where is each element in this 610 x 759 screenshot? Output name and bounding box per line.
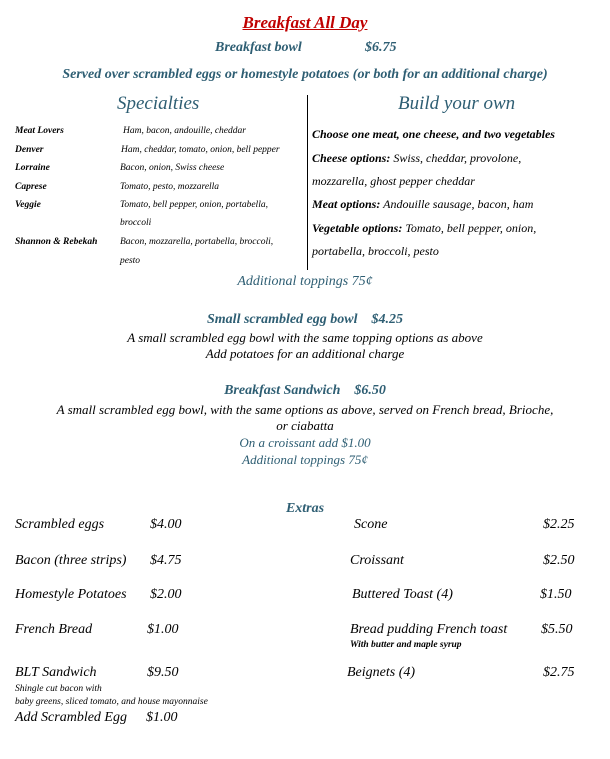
extra-name: Add Scrambled Egg <box>15 710 127 725</box>
extra-note: baby greens, sliced tomato, and house mayonnaise <box>15 697 208 707</box>
sandwich-name: Breakfast Sandwich <box>224 383 341 398</box>
extra-price: $4.75 <box>150 553 182 568</box>
extra-name: Scone <box>354 517 388 532</box>
extra-note: Shingle cut bacon with <box>15 684 102 694</box>
veg-label: Vegetable options: <box>312 221 403 235</box>
sandwich-line4: Additional toppings 75¢ <box>242 452 368 467</box>
sandwich-line3: On a croissant add $1.00 <box>239 435 371 450</box>
vegetable-options-cont: portabella, broccoli, pesto <box>312 244 439 258</box>
specialty-name: Shannon & Rebekah <box>15 237 98 247</box>
specialty-name: Meat Lovers <box>15 126 64 136</box>
specialty-desc: Ham, bacon, andouille, cheddar <box>123 126 246 136</box>
extras-heading: Extras <box>285 501 325 516</box>
extra-price: $2.50 <box>543 553 575 568</box>
small-bowl-line2: Add potatoes for an additional charge <box>205 346 405 361</box>
extra-name: Scrambled eggs <box>15 517 105 532</box>
extra-name: Bread pudding French toast <box>350 622 508 637</box>
small-bowl-line1: A small scrambled egg bowl with the same topping options as above <box>127 330 483 345</box>
specialty-desc-cont: broccoli <box>120 218 152 228</box>
veg-text: Tomato, bell pepper, onion, <box>402 221 537 235</box>
meat-text: Andouille sausage, bacon, ham <box>380 197 534 211</box>
extra-note: With butter and maple syrup <box>350 640 462 650</box>
specialties-heading: Specialties <box>117 93 200 114</box>
extra-name: Beignets (4) <box>347 665 416 680</box>
specialty-name: Denver <box>15 145 44 155</box>
specialty-desc-cont: pesto <box>120 256 141 266</box>
sandwich-title <box>0 383 610 399</box>
specialty-desc: Ham, cheddar, tomato, onion, bell pepper <box>121 145 280 155</box>
extra-name: Homestyle Potatoes <box>15 587 127 602</box>
served-note: Served over scrambled eggs or homestyle potatoes (or both for an additional charge) <box>62 67 548 82</box>
sandwich-price: $6.50 <box>354 383 386 398</box>
extra-price: $2.75 <box>543 665 575 680</box>
cheese-label: Cheese options: <box>312 151 391 165</box>
build-heading: Build your own <box>398 93 516 114</box>
cheese-text: Swiss, cheddar, provolone, <box>390 151 522 165</box>
extra-price: $2.25 <box>543 517 575 532</box>
specialty-desc: Bacon, mozzarella, portabella, broccoli, <box>120 237 274 247</box>
bowl-price: $6.75 <box>365 40 397 55</box>
column-divider <box>307 95 308 270</box>
extra-name: Croissant <box>350 553 404 568</box>
build-intro: Choose one meat, one cheese, and two vegetables <box>312 127 555 141</box>
extra-name: BLT Sandwich <box>15 665 97 680</box>
small-bowl-price: $4.25 <box>371 312 403 327</box>
extra-name: French Bread <box>15 622 93 637</box>
extra-name: Buttered Toast (4) <box>352 587 453 602</box>
specialty-name: Caprese <box>15 182 47 192</box>
extra-price: $1.50 <box>540 587 572 602</box>
extra-price: $4.00 <box>150 517 182 532</box>
meat-options <box>312 197 533 212</box>
specialty-name: Veggie <box>15 200 41 210</box>
specialty-name: Lorraine <box>15 163 50 173</box>
extra-price: $9.50 <box>147 665 179 680</box>
vegetable-options <box>312 221 536 236</box>
specialty-desc: Tomato, bell pepper, onion, portabella, <box>120 200 268 210</box>
extra-price: $1.00 <box>146 710 178 725</box>
menu-title: Breakfast All Day <box>242 13 368 32</box>
cheese-options <box>312 151 521 166</box>
extra-price: $2.00 <box>150 587 182 602</box>
specialty-desc: Tomato, pesto, mozzarella <box>120 182 220 192</box>
sandwich-line1: A small scrambled egg bowl, with the same options as above, served on French bread, Brioche, <box>56 402 554 417</box>
specialty-desc: Bacon, onion, Swiss cheese <box>120 163 225 173</box>
small-bowl-name: Small scrambled egg bowl <box>207 312 358 327</box>
cheese-options-cont: mozzarella, ghost pepper cheddar <box>312 174 475 188</box>
small-bowl-title <box>0 312 610 328</box>
additional-toppings: Additional toppings 75¢ <box>237 274 373 289</box>
extra-price: $1.00 <box>147 622 179 637</box>
extra-price: $5.50 <box>541 622 573 637</box>
sandwich-line2: or ciabatta <box>276 418 334 433</box>
meat-label: Meat options: <box>312 197 381 211</box>
bowl-name: Breakfast bowl <box>215 40 302 55</box>
extra-name: Bacon (three strips) <box>15 553 127 568</box>
